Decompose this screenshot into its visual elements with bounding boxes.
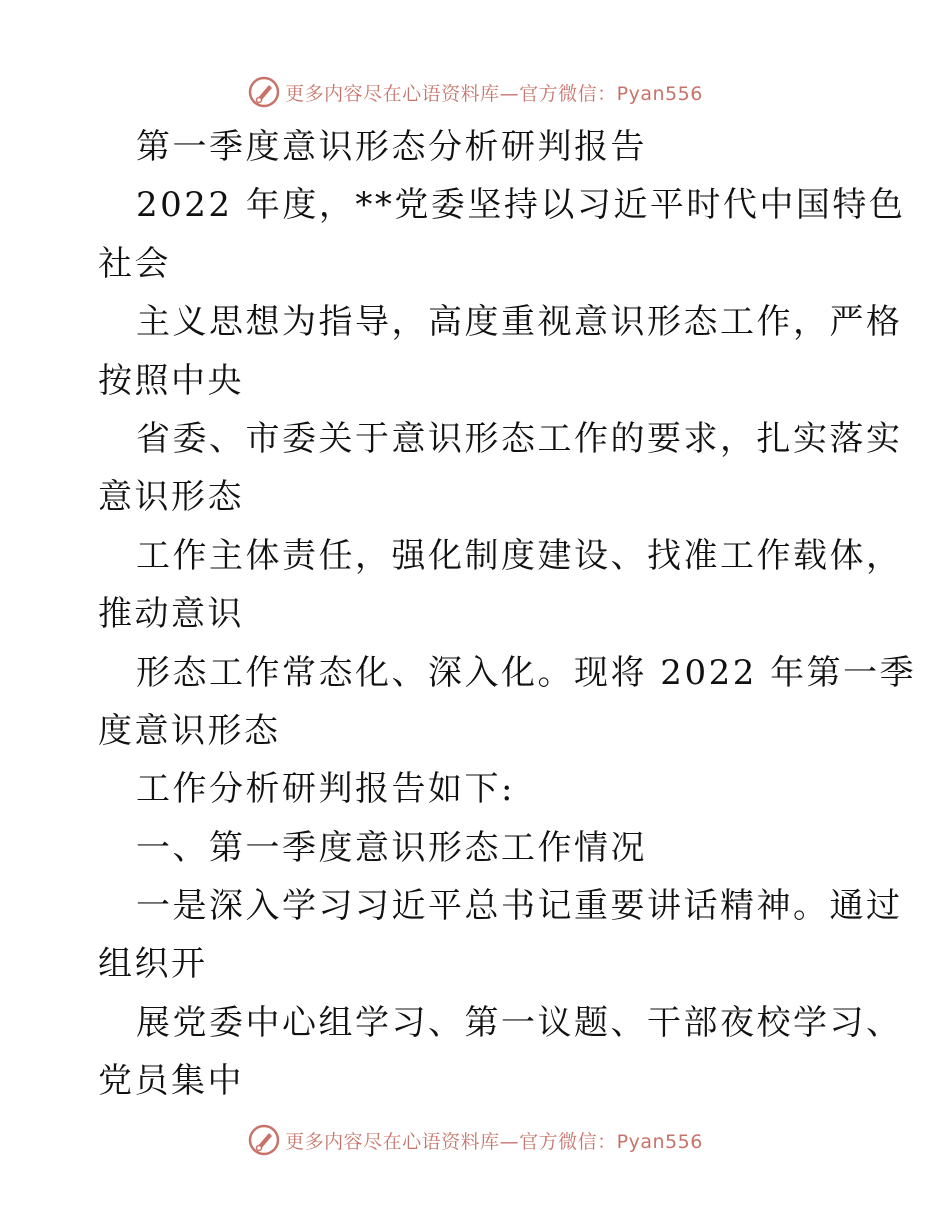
doc-line-7: 意识形态: [98, 477, 244, 518]
document-body: [98, 118, 917, 1111]
doc-line-14: 一是深入学习习近平总书记重要讲话精神。通过: [136, 886, 903, 927]
doc-line-11: 度意识形态: [98, 710, 281, 751]
header-watermark: [0, 72, 950, 112]
watermark-text: 更多内容尽在心语资料库—官方微信：Pyan556: [285, 1130, 703, 1153]
doc-line-4: 主义思想为指导，高度重视意识形态工作，严格: [136, 302, 903, 343]
doc-line-13: 一、第一季度意识形态工作情况: [136, 827, 647, 868]
footer-watermark: [0, 1120, 950, 1160]
doc-line-15: 组织开: [98, 944, 208, 985]
doc-line-6: 省委、市委关于意识形态工作的要求，扎实落实: [136, 418, 903, 459]
doc-line-3: 社会: [98, 243, 171, 284]
doc-line-9: 推动意识: [98, 594, 244, 635]
doc-line-17: 党员集中: [98, 1061, 244, 1102]
doc-line-16: 展党委中心组学习、第一议题、干部夜校学习、: [136, 1002, 903, 1043]
pen-nib-circle-icon: [247, 1123, 281, 1157]
doc-line-5: 按照中央: [98, 360, 244, 401]
doc-line-8: 工作主体责任，强化制度建设、找准工作载体，: [136, 535, 903, 576]
doc-line-2: 2022 年度，**党委坚持以习近平时代中国特色: [136, 185, 906, 226]
doc-line-10: 形态工作常态化、深入化。现将 2022 年第一季: [136, 652, 917, 693]
doc-line-12: 工作分析研判报告如下:: [136, 769, 515, 810]
watermark-text: 更多内容尽在心语资料库—官方微信：Pyan556: [285, 82, 703, 105]
pen-nib-circle-icon: [247, 75, 281, 109]
doc-line-1: 第一季度意识形态分析研判报告: [136, 127, 647, 167]
